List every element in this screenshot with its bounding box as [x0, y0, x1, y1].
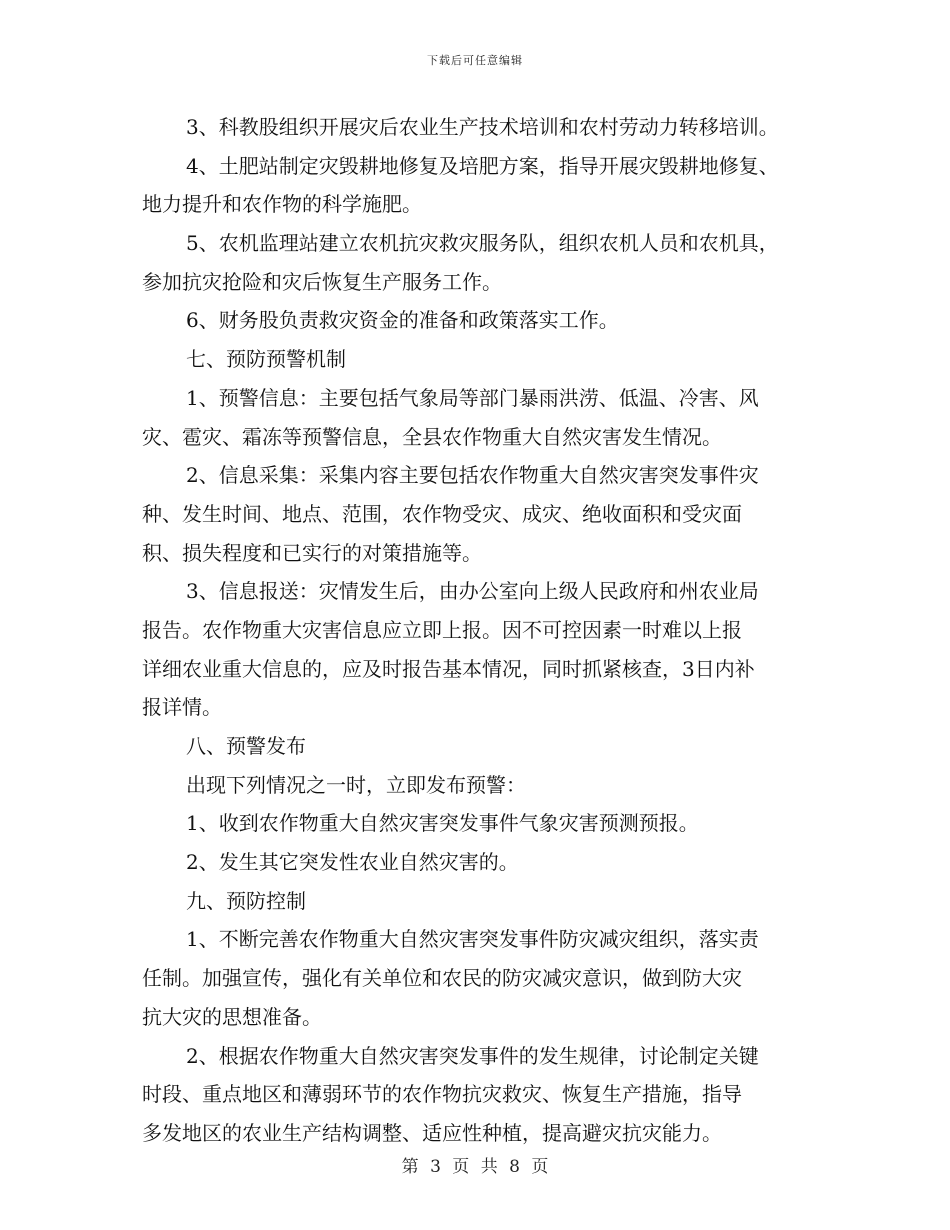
- page-footer: 第 3 页 共 8 页: [401, 1157, 549, 1177]
- section-heading: 七、预防预警机制: [186, 347, 346, 372]
- text-line: 多发地区的农业生产结构调整、适应性种植，提高避灾抗灾能力。: [142, 1120, 722, 1145]
- document-body: [142, 108, 822, 1153]
- text-line: 1、预警信息：主要包括气象局等部门暴雨洪涝、低温、冷害、风: [186, 385, 759, 410]
- text-line: 3、科教股组织开展灾后农业生产技术培训和农村劳动力转移培训。: [186, 115, 779, 139]
- text-line: 积、损失程度和已实行的对策措施等。: [142, 540, 482, 565]
- text-line: 6、财务股负责救灾资金的准备和政策落实工作。: [186, 308, 619, 333]
- text-line: 2、发生其它突发性农业自然灾害的。: [186, 850, 519, 875]
- text-line: 4、土肥站制定灾毁耕地修复及培肥方案，指导开展灾毁耕地修复、: [186, 153, 779, 178]
- text-line: 1、收到农作物重大自然灾害突发事件气象灾害预测预报。: [186, 811, 699, 836]
- text-line: 抗大灾的思想准备。: [142, 1004, 322, 1029]
- text-line: 2、根据农作物重大自然灾害突发事件的发生规律，讨论制定关键: [186, 1043, 759, 1068]
- text-line: 报告。农作物重大灾害信息应立即上报。因不可控因素一时难以上报: [142, 617, 742, 642]
- page-header: 下载后可任意编辑: [427, 54, 523, 67]
- text-line: 种、发生时间、地点、范围，农作物受灾、成灾、绝收面积和受灾面: [142, 501, 742, 526]
- section-heading: 八、预警发布: [186, 734, 306, 758]
- text-line: 参加抗灾抢险和灾后恢复生产服务工作。: [142, 269, 502, 294]
- text-line: 2、信息采集：采集内容主要包括农作物重大自然灾害突发事件灾: [186, 463, 759, 488]
- text-line: 1、不断完善农作物重大自然灾害突发事件防灾减灾组织，落实责: [186, 927, 759, 952]
- section-heading: 九、预防控制: [186, 888, 306, 913]
- text-line: 出现下列情况之一时，立即发布预警：: [186, 772, 526, 797]
- text-line: 详细农业重大信息的，应及时报告基本情况，同时抓紧核查，3日内补: [142, 656, 755, 681]
- text-line: 3、信息报送：灾情发生后，由办公室向上级人民政府和州农业局: [186, 579, 759, 604]
- text-line: 时段、重点地区和薄弱环节的农作物抗灾救灾、恢复生产措施，指导: [142, 1082, 742, 1107]
- text-line: 灾、雹灾、霜冻等预警信息，全县农作物重大自然灾害发生情况。: [142, 424, 722, 449]
- text-line: 5、农机监理站建立农机抗灾救灾服务队，组织农机人员和农机具，: [186, 231, 779, 256]
- text-line: 报详情。: [142, 695, 222, 720]
- text-line: 任制。加强宣传，强化有关单位和农民的防灾减灾意识，做到防大灾: [142, 966, 742, 991]
- text-line: 地力提升和农作物的科学施肥。: [142, 192, 422, 217]
